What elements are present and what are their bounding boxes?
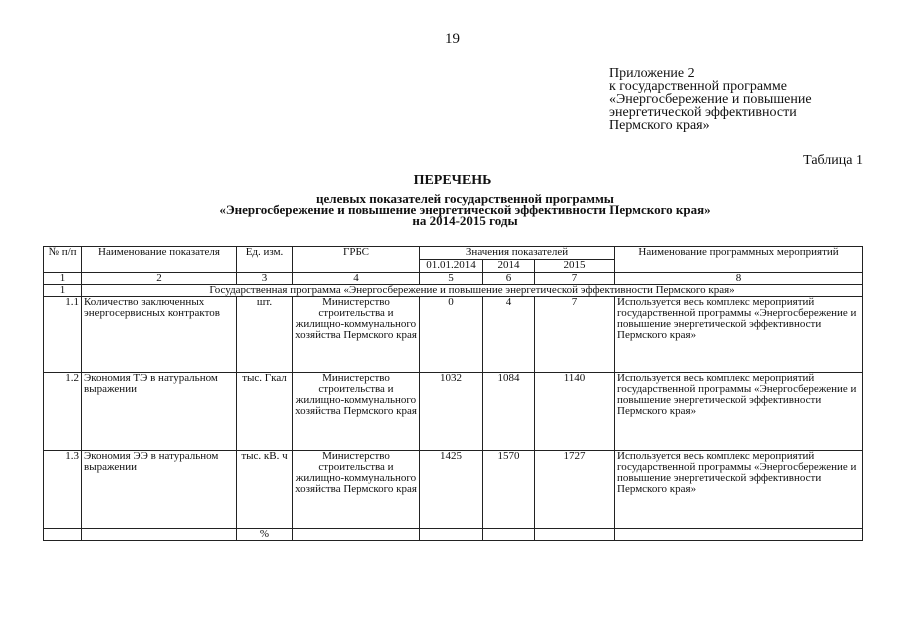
row-value-2013: 1032: [420, 373, 483, 451]
indicators-table: [43, 246, 863, 541]
table-row: [44, 297, 863, 373]
header-num: № п/п: [44, 247, 82, 273]
row-grbs: [293, 529, 420, 541]
appendix-line: Приложение 2: [609, 66, 695, 81]
header-name: Наименование показателя: [82, 247, 237, 273]
row-value-2013: 1425: [420, 451, 483, 529]
appendix-note: [609, 67, 812, 132]
row-indicator-name: [82, 529, 237, 541]
table-row: [44, 529, 863, 541]
header-value-2: 2014: [483, 260, 535, 273]
column-number: 8: [615, 273, 863, 285]
section-title: Государственная программа «Энергосбережение и повышение энергетической эффективности Пермского края»: [82, 285, 863, 297]
column-number: 3: [237, 273, 293, 285]
row-value-2013: 0: [420, 297, 483, 373]
subtitle-line: «Энергосбережение и повышение энергетической эффективности Пермского края»: [219, 202, 711, 217]
row-unit: тыс. кВ. ч: [237, 451, 293, 529]
column-number: 4: [293, 273, 420, 285]
row-value-2014: 1570: [483, 451, 535, 529]
row-grbs: Министерство строительства и жилищно-коммунального хозяйства Пермского края: [293, 451, 420, 529]
row-indicator-name: Количество заключенных энергосервисных контрактов: [82, 297, 237, 373]
row-measures: Используется весь комплекс мероприятий государственной программы «Энергосбережение и повышение энергетической эффективности Пермского края»: [615, 451, 863, 529]
row-value-2015: 7: [535, 297, 615, 373]
row-grbs: Министерство строительства и жилищно-коммунального хозяйства Пермского края: [293, 373, 420, 451]
row-value-2015: 1140: [535, 373, 615, 451]
row-value-2014: 1084: [483, 373, 535, 451]
appendix-line: «Энергосбережение и повышение: [609, 92, 812, 107]
column-number: 2: [82, 273, 237, 285]
row-num: 1.2: [44, 373, 82, 451]
table-row: [44, 451, 863, 529]
row-value-2015: 1727: [535, 451, 615, 529]
row-measures: Используется весь комплекс мероприятий государственной программы «Энергосбережение и повышение энергетической эффективности Пермского края»: [615, 373, 863, 451]
header-values-group: Значения показателей: [420, 247, 615, 260]
row-value-2014: 4: [483, 297, 535, 373]
row-num: 1.1: [44, 297, 82, 373]
row-measures: [615, 529, 863, 541]
header-value-1: 01.01.2014: [420, 260, 483, 273]
row-value-2013: [420, 529, 483, 541]
column-number: 6: [483, 273, 535, 285]
column-number-row: [44, 273, 863, 285]
column-number: 7: [535, 273, 615, 285]
document-subtitle: [0, 193, 905, 226]
header-grbs: ГРБС: [293, 247, 420, 273]
row-value-2015: [535, 529, 615, 541]
document-title: ПЕРЕЧЕНЬ: [413, 173, 492, 188]
table-row: [44, 373, 863, 451]
row-grbs: Министерство строительства и жилищно-коммунального хозяйства Пермского края: [293, 297, 420, 373]
row-indicator-name: Экономия ЭЭ в натуральном выражении: [82, 451, 237, 529]
row-value-2014: [483, 529, 535, 541]
appendix-line: к государственной программе: [609, 79, 787, 94]
row-num: [44, 529, 82, 541]
header-unit: Ед. изм.: [237, 247, 293, 273]
column-number: 1: [44, 273, 82, 285]
row-unit: тыс. Гкал: [237, 373, 293, 451]
section-row: [44, 285, 863, 297]
row-unit: %: [237, 529, 293, 541]
row-num: 1.3: [44, 451, 82, 529]
subtitle-line: на 2014-2015 годы: [412, 213, 518, 228]
column-number: 5: [420, 273, 483, 285]
page-number: 19: [445, 31, 460, 47]
header-measures: Наименование программных мероприятий: [615, 247, 863, 273]
header-value-3: 2015: [535, 260, 615, 273]
table-header-row: [44, 247, 863, 260]
table-label: Таблица 1: [803, 153, 863, 168]
appendix-line: Пермского края»: [609, 118, 710, 133]
subtitle-line: целевых показателей государственной программы: [316, 191, 614, 206]
row-unit: шт.: [237, 297, 293, 373]
row-indicator-name: Экономия ТЭ в натуральном выражении: [82, 373, 237, 451]
appendix-line: энергетической эффективности: [609, 105, 797, 120]
row-measures: Используется весь комплекс мероприятий государственной программы «Энергосбережение и повышение энергетической эффективности Пермского края»: [615, 297, 863, 373]
section-num: 1: [44, 285, 82, 297]
